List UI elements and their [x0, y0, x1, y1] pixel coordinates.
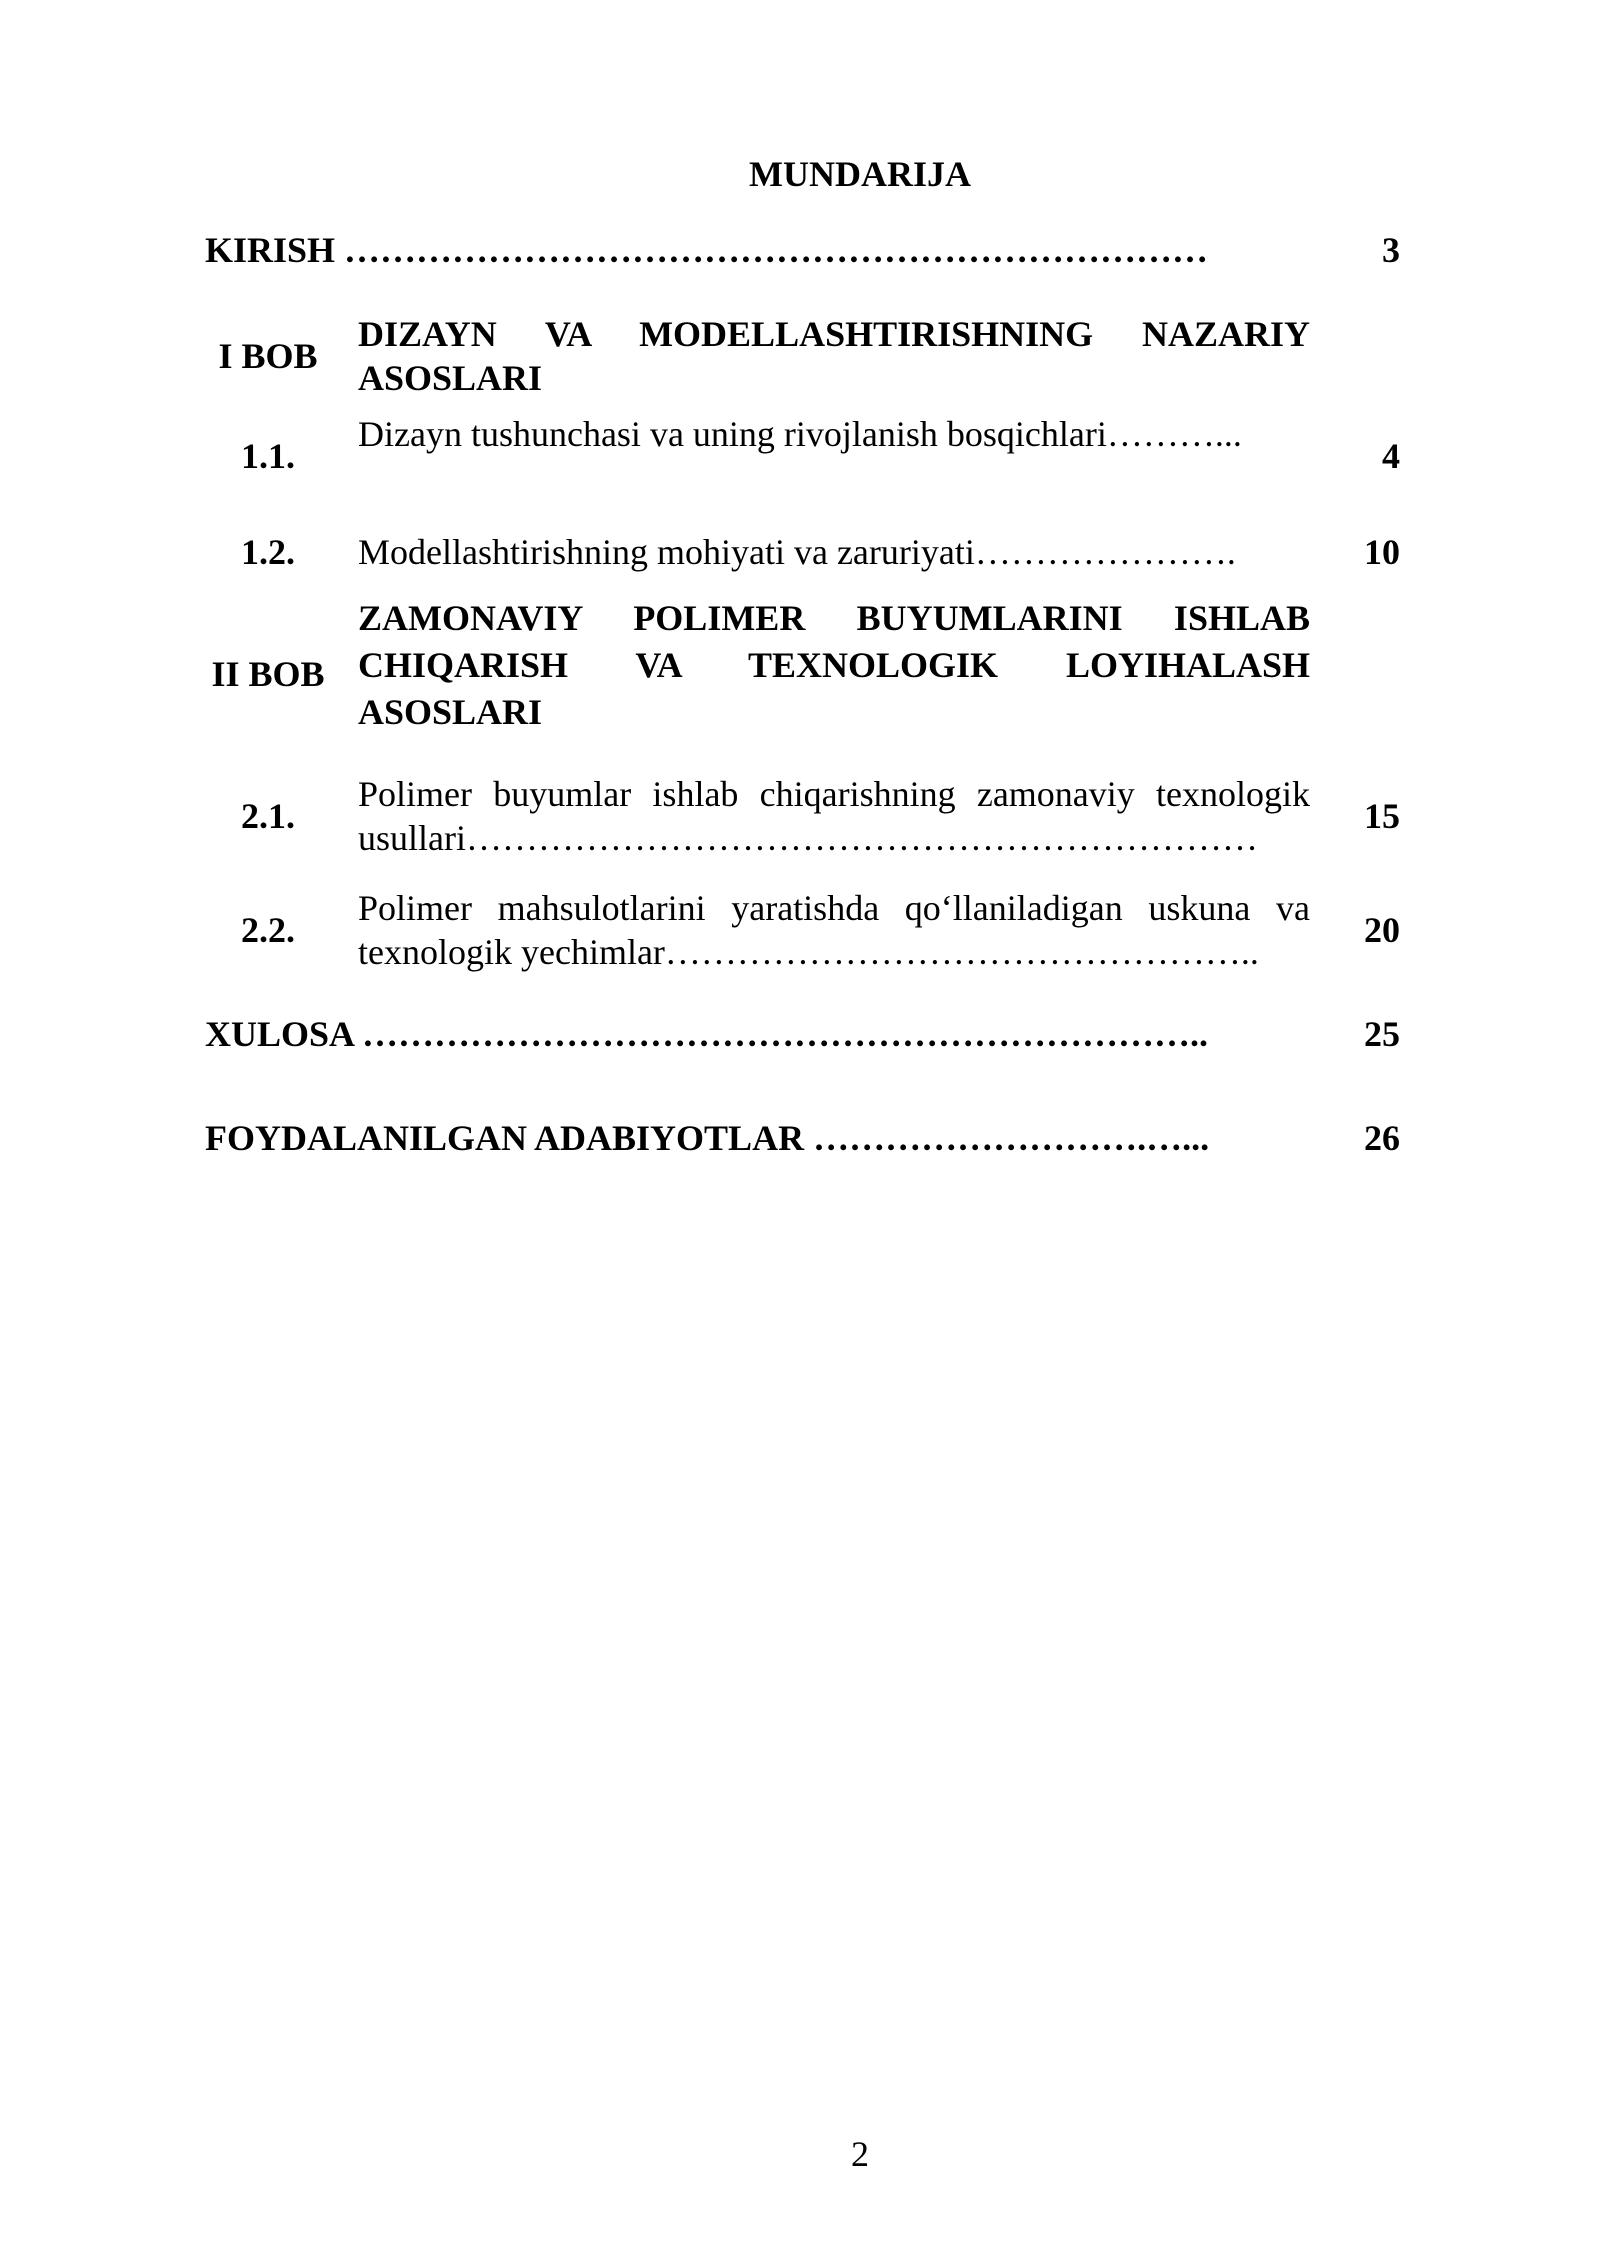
toc-section-2-1 [205, 772, 1400, 860]
toc-section-1-2 [205, 530, 1400, 574]
toc-section-1-1 [205, 412, 1400, 500]
toc-entry-conclusion [205, 1012, 1400, 1056]
toc-section-2-2 [205, 886, 1400, 974]
toc-entry-intro [205, 228, 1400, 272]
toc-entry-references [205, 1116, 1400, 1160]
toc-page-number: 3 [1382, 230, 1400, 270]
section-title: Polimer buyumlar ishlab chiqarishning zamonaviy texnologik usullari………………………………………………………… [358, 774, 1310, 858]
toc-entry-text: FOYDALANILGAN ADABIYOTLAR ……………………….…... [205, 1118, 1210, 1158]
chapter-number: I BOB [218, 336, 318, 376]
toc-page-number: 10 [1364, 532, 1400, 572]
toc-page-number: 25 [1364, 1014, 1400, 1054]
chapter-title: DIZAYN VA MODELLASHTIRISHNING NAZARIY ASOSLARI [358, 314, 1310, 398]
toc-chapter-1 [205, 312, 1400, 400]
section-title: Polimer mahsulotlarini yaratishda qo‘llaniladigan uskuna va texnologik yechimlar………………………………………….. [358, 888, 1310, 972]
toc-entry-text: XULOSA …………………………………………………………….. [205, 1014, 1209, 1054]
toc-page-number: 4 [1382, 436, 1400, 476]
toc-entry-text: KIRISH ……………………………………………………………… [205, 230, 1209, 270]
toc-page-number: 20 [1364, 910, 1400, 950]
toc-page-number: 26 [1364, 1118, 1400, 1158]
chapter-number: II BOB [211, 654, 325, 694]
chapter-title: ZAMONAVIY POLIMER BUYUMLARINI ISHLAB CHIQARISH VA TEXNOLOGIK LOYIHALASH ASOSLARI [358, 598, 1310, 732]
section-number: 2.2. [241, 910, 295, 950]
page-title: MUNDARIJA [749, 154, 971, 194]
section-number: 2.1. [241, 796, 295, 836]
section-title: Dizayn tushunchasi va uning rivojlanish bosqichlari………... [358, 414, 1242, 454]
toc-page-number: 15 [1364, 796, 1400, 836]
page-number: 2 [851, 2134, 869, 2174]
section-number: 1.2. [241, 532, 295, 572]
section-title: Modellashtirishning mohiyati va zaruriyati…………………. [358, 532, 1236, 572]
section-number: 1.1. [241, 436, 295, 476]
toc-chapter-2 [205, 595, 1400, 735]
